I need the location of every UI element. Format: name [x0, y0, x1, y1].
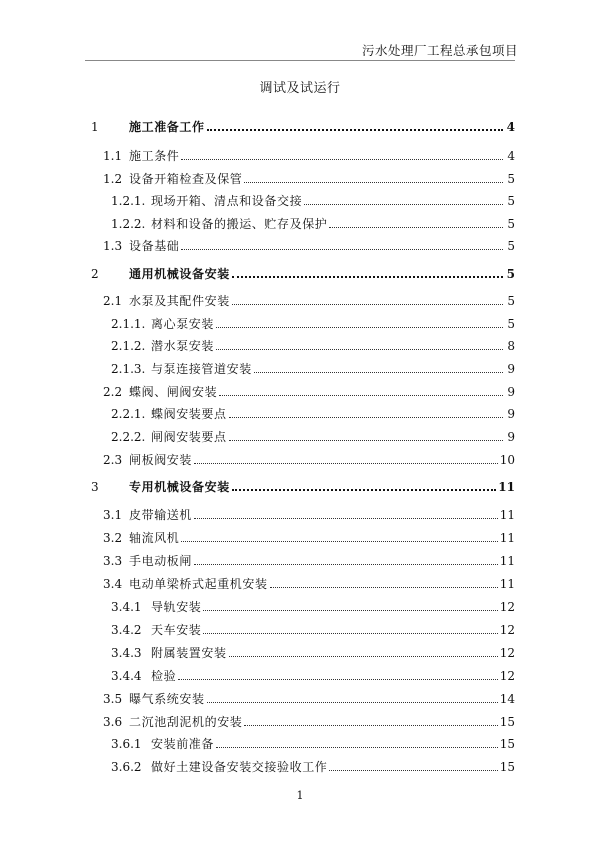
- toc-entry-number: 3.4.2: [111, 623, 142, 637]
- toc-entry[interactable]: [85, 383, 515, 399]
- toc-entry-label: 施工条件: [129, 149, 180, 163]
- toc-entry[interactable]: [85, 667, 515, 683]
- toc-entry-page: 12: [499, 646, 515, 660]
- toc-entry-number: 2.3: [103, 453, 123, 467]
- toc-entry[interactable]: [85, 478, 515, 494]
- toc-entry[interactable]: [85, 575, 515, 591]
- toc-entry[interactable]: [85, 118, 515, 134]
- toc-dot-leader: [203, 609, 497, 611]
- running-header: 污水处理厂工程总承包项目: [361, 43, 518, 58]
- toc-entry-label: 通用机械设备安装: [129, 267, 230, 281]
- toc-entry-number: 1: [91, 120, 99, 134]
- toc-dot-leader: [181, 158, 503, 160]
- toc-dot-leader: [232, 275, 503, 278]
- toc-entry[interactable]: [85, 735, 515, 751]
- toc-entry-number: 3.4.1: [111, 600, 142, 614]
- toc-entry[interactable]: [85, 690, 515, 706]
- toc-dot-leader: [178, 678, 498, 680]
- toc-entry-number: 2: [91, 267, 99, 281]
- toc-entry[interactable]: [85, 315, 515, 331]
- toc-entry-page: 5: [507, 217, 515, 231]
- toc-dot-leader: [229, 439, 503, 441]
- toc-dot-leader: [216, 746, 498, 748]
- toc-dot-leader: [219, 394, 503, 396]
- toc-entry-label: 轴流风机: [129, 531, 180, 545]
- toc-dot-leader: [329, 769, 497, 771]
- toc-entry-page: 12: [499, 623, 515, 637]
- toc-entry-label: 闸阀安装要点: [151, 430, 227, 444]
- toc-entry-number: 3.4.3: [111, 646, 142, 660]
- toc-entry-page: 8: [507, 339, 515, 353]
- toc-entry-label: 材料和设备的搬运、贮存及保护: [151, 217, 328, 231]
- toc-entry-label: 检验: [151, 669, 177, 683]
- toc-entry-label: 离心泵安装: [151, 317, 215, 331]
- toc-entry[interactable]: [85, 147, 515, 163]
- toc-entry-page: 9: [507, 407, 515, 421]
- toc-entry-label: 施工准备工作: [129, 120, 205, 134]
- toc-entry-page: 10: [499, 453, 515, 467]
- toc-entry[interactable]: [85, 644, 515, 660]
- toc-entry-page: 15: [499, 737, 515, 751]
- toc-dot-leader: [207, 128, 503, 131]
- toc-dot-leader: [181, 540, 497, 542]
- toc-entry[interactable]: [85, 758, 515, 774]
- toc-entry-label: 皮带输送机: [129, 508, 193, 522]
- toc-entry-label: 电动单梁桥式起重机安装: [129, 577, 268, 591]
- toc-entry-page: 4: [506, 120, 515, 134]
- toc-entry[interactable]: [85, 192, 515, 208]
- toc-entry[interactable]: [85, 529, 515, 545]
- toc-entry[interactable]: [85, 451, 515, 467]
- toc-entry-page: 11: [499, 508, 515, 522]
- toc-entry-label: 蝶阀安装要点: [151, 407, 227, 421]
- toc-entry[interactable]: [85, 621, 515, 637]
- toc-dot-leader: [203, 632, 497, 634]
- toc-entry-page: 5: [507, 172, 515, 186]
- toc-entry-number: 2.2.2.: [111, 430, 146, 444]
- toc-dot-leader: [194, 462, 498, 464]
- toc-entry-label: 现场开箱、清点和设备交接: [151, 194, 303, 208]
- toc-entry-page: 11: [498, 480, 515, 494]
- toc-entry-number: 1.3: [103, 239, 123, 253]
- toc-entry-label: 天车安装: [151, 623, 202, 637]
- toc-entry-page: 5: [507, 194, 515, 208]
- toc-entry[interactable]: [85, 405, 515, 421]
- toc-entry[interactable]: [85, 265, 515, 281]
- toc-entry[interactable]: [85, 506, 515, 522]
- toc-entry-number: 2.1.3.: [111, 362, 146, 376]
- toc-entry-label: 安装前准备: [151, 737, 215, 751]
- toc-entry-label: 潜水泵安装: [151, 339, 215, 353]
- toc-entry[interactable]: [85, 428, 515, 444]
- toc-entry-label: 二沉池刮泥机的安装: [129, 715, 243, 729]
- toc-entry-page: 14: [499, 692, 515, 706]
- toc-entry-number: 2.1: [103, 294, 123, 308]
- toc-entry-number: 2.2.1.: [111, 407, 146, 421]
- toc-entry-number: 2.1.1.: [111, 317, 146, 331]
- toc-entry-page: 11: [499, 531, 515, 545]
- toc-entry-label: 专用机械设备安装: [129, 480, 230, 494]
- page-number: 1: [296, 789, 304, 802]
- toc-dot-leader: [270, 586, 498, 588]
- toc-entry-page: 5: [507, 294, 515, 308]
- toc-entry[interactable]: [85, 360, 515, 376]
- toc-dot-leader: [181, 248, 503, 250]
- toc-entry-page: 5: [507, 317, 515, 331]
- toc-dot-leader: [254, 371, 503, 373]
- toc-entry[interactable]: [85, 598, 515, 614]
- toc-entry-label: 附属装置安装: [151, 646, 227, 660]
- toc-entry-page: 12: [499, 669, 515, 683]
- toc-entry-number: 3.6: [103, 715, 123, 729]
- toc-dot-leader: [244, 181, 503, 183]
- toc-entry-page: 11: [499, 577, 515, 591]
- toc-entry-number: 3.3: [103, 554, 123, 568]
- toc-entry[interactable]: [85, 292, 515, 308]
- toc-entry-page: 9: [507, 430, 515, 444]
- toc-entry-label: 水泵及其配件安装: [129, 294, 230, 308]
- toc-entry-page: 15: [499, 760, 515, 774]
- toc-dot-leader: [232, 303, 503, 305]
- toc-entry-label: 曝气系统安装: [129, 692, 205, 706]
- toc-entry-number: 3.2: [103, 531, 123, 545]
- toc-entry-page: 11: [499, 554, 515, 568]
- toc-entry-number: 3: [91, 480, 99, 494]
- toc-entry-number: 3.6.1: [111, 737, 142, 751]
- toc-dot-leader: [207, 701, 498, 703]
- toc-dot-leader: [229, 416, 503, 418]
- toc-entry[interactable]: [85, 170, 515, 186]
- document-title: 调试及试运行: [259, 81, 341, 96]
- toc-entry-label: 与泵连接管道安装: [151, 362, 252, 376]
- toc-entry-label: 做好土建设备安装交接验收工作: [151, 760, 328, 774]
- toc-entry-page: 4: [507, 149, 515, 163]
- toc-entry[interactable]: [85, 552, 515, 568]
- toc-dot-leader: [194, 517, 498, 519]
- toc-entry-label: 设备开箱检查及保管: [129, 172, 243, 186]
- toc-dot-leader: [216, 348, 503, 350]
- toc-entry-label: 蝶阀、闸阀安装: [129, 385, 218, 399]
- toc-entry-number: 1.2.1.: [111, 194, 146, 208]
- toc-entry-label: 手电动板闸: [129, 554, 193, 568]
- toc-entry-number: 3.1: [103, 508, 123, 522]
- toc-entry-page: 9: [507, 362, 515, 376]
- toc-entry-label: 闸板阀安装: [129, 453, 193, 467]
- toc-entry-number: 3.4.4: [111, 669, 142, 683]
- toc-entry-number: 3.6.2: [111, 760, 142, 774]
- toc-entry-page: 5: [506, 267, 515, 281]
- toc-entry-page: 15: [499, 715, 515, 729]
- toc-entry-number: 1.2: [103, 172, 123, 186]
- toc-dot-leader: [232, 488, 496, 491]
- toc-entry-number: 2.2: [103, 385, 123, 399]
- toc-dot-leader: [329, 226, 503, 228]
- toc-dot-leader: [244, 724, 497, 726]
- toc-entry-page: 9: [507, 385, 515, 399]
- toc-entry[interactable]: [85, 713, 515, 729]
- toc-entry-page: 5: [507, 239, 515, 253]
- toc-entry[interactable]: [85, 215, 515, 231]
- table-of-contents: [85, 0, 515, 850]
- toc-dot-leader: [194, 563, 498, 565]
- toc-entry-page: 12: [499, 600, 515, 614]
- toc-entry-number: 3.4: [103, 577, 123, 591]
- toc-entry-label: 导轨安装: [151, 600, 202, 614]
- toc-entry-number: 2.1.2.: [111, 339, 146, 353]
- toc-entry-number: 1.1: [103, 149, 123, 163]
- toc-entry-number: 1.2.2.: [111, 217, 146, 231]
- toc-dot-leader: [216, 326, 503, 328]
- toc-entry[interactable]: [85, 237, 515, 253]
- toc-entry[interactable]: [85, 337, 515, 353]
- toc-dot-leader: [304, 203, 503, 205]
- toc-dot-leader: [229, 655, 498, 657]
- toc-entry-number: 3.5: [103, 692, 123, 706]
- toc-entry-label: 设备基础: [129, 239, 180, 253]
